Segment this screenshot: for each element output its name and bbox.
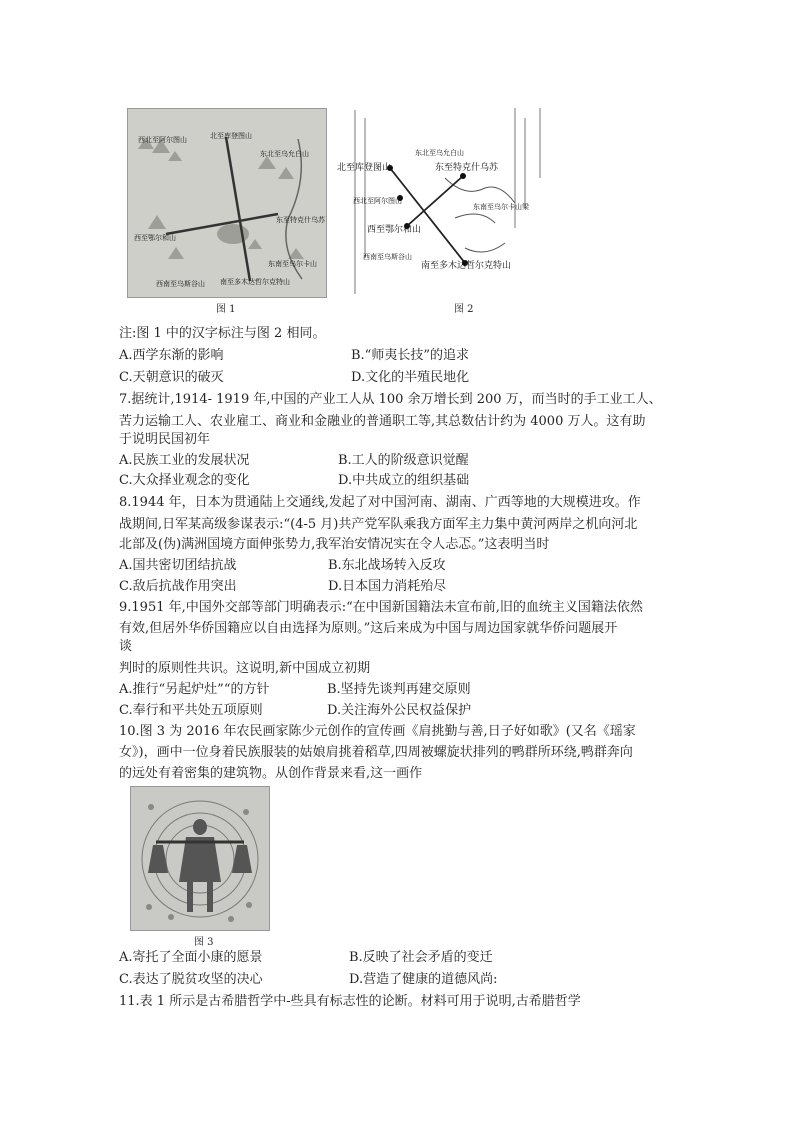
q10-option-b: B.反映了社会矛盾的变迁: [349, 950, 493, 965]
map2-label-west: 西至鄂尔和山: [367, 225, 422, 235]
map1-label-south: 南至多木达哲尔克特山: [220, 278, 290, 286]
q9-option-c: C.奉行和平共处五项原则: [119, 703, 263, 718]
q9-option-d: D.关注海外公民权益保护: [327, 703, 472, 718]
q7-line-2: 苦力运输工人、农业雇工、商业和金融业的普通职工等,其总数估计约为 4000 万人。这有助: [119, 414, 646, 429]
q10-option-a: A.寄托了全面小康的愿景: [119, 950, 263, 965]
q8-option-c: C.敌后抗战作用突出: [119, 579, 237, 594]
figure-1-map: [127, 108, 327, 298]
q6-option-d: D.文化的半殖民地化: [351, 370, 470, 385]
q10-option-c: C.表达了脱贫攻坚的决心: [119, 972, 263, 987]
map1-label-north: 北至库登图山: [210, 132, 252, 140]
map2-label-north: 北至库登图山: [337, 163, 392, 173]
figure-2-map: [335, 108, 550, 296]
q7-option-b: B.工人的阶级意识觉醒: [338, 453, 469, 468]
q8-line-3: 北部及(伪)满洲国境方面伸张势力,我军治安情况实在令人忐忑。”这表明当时: [119, 537, 550, 552]
map1-label-west: 西至鄂尔和山: [134, 234, 176, 242]
q9-line-4: 判时的原则性共识。这说明,新中国成立初期: [119, 661, 371, 676]
q8-line-1: 8.1944 年，日本为贯通陆上交通线,发起了对中国河南、湖南、广西等地的大规模进攻。作: [119, 495, 641, 510]
q6-option-c: C.天朝意识的破灭: [119, 370, 224, 385]
q9-line-3: 谈: [119, 639, 133, 654]
map1-label-southeast: 东南至乌尔卡山: [268, 260, 317, 268]
q11-line-1: 11.表 1 所示是古希腊哲学中-些具有标志性的论断。材料可用于说明,古希腊哲学: [119, 994, 581, 1009]
map2-label-east: 东至特克什乌苏: [435, 163, 499, 173]
figure-3-caption: 图 3: [194, 937, 214, 948]
q10-option-d: D.营造了健康的道德风尚:: [349, 972, 498, 987]
figure-3-drawing: [131, 787, 269, 930]
map2-label-southeast: 东南至乌尔卡山梁: [473, 203, 529, 211]
map2-label-northwest: 西北至阿尔图山: [353, 197, 402, 205]
map1-label-east: 东至特克什乌苏: [276, 216, 325, 224]
q10-line-2: 女》)，画中一位身着民族服装的姑娘肩挑着稻草,四周被螺旋状排列的鸭群所环绕,鸭群奔向: [119, 745, 633, 760]
q8-option-b: B.东北战场转入反攻: [328, 558, 446, 573]
q7-option-a: A.民族工业的发展状况: [119, 453, 250, 468]
q9-line-2: 有效,但居外华侨国籍应以自由选择为原则。”这后来成为中国与周边国家就华侨问题展开: [119, 621, 618, 636]
q7-line-3: 于说明民国初年: [119, 432, 211, 447]
map2-label-southwest: 西南至乌斯谷山: [363, 253, 412, 261]
q6-option-a: A.西学东渐的影响: [119, 348, 224, 363]
q6-note: 注:图 1 中的汉字标注与图 2 相同。: [119, 326, 326, 341]
map2-label-northeast: 东北至乌允白山: [415, 149, 464, 157]
map1-label-northeast: 东北至乌允白山: [260, 150, 309, 158]
q9-option-a: A.推行“另起炉灶”“的方针: [119, 682, 270, 697]
q7-option-c: C.大众择业观念的变化: [119, 473, 250, 488]
q8-option-a: A.国共密切团结抗战: [119, 558, 237, 573]
map2-label-south: 南至多木达哲尔克特山: [421, 261, 512, 271]
q9-line-1: 9.1951 年,中国外交部等部门明确表示:“在中国新国籍法未宣布前,旧的血统主义国籍法依然: [119, 600, 643, 615]
q6-option-b: B.“师夷长技”的追求: [351, 348, 469, 363]
figure-3-painting: [130, 786, 270, 931]
figure-1-caption: 图 1: [216, 304, 236, 315]
q10-line-3: 的远处有着密集的建筑物。从创作背景来看,这一画作: [119, 766, 423, 781]
q10-line-1: 10.图 3 为 2016 年农民画家陈少元创作的宣传画《肩挑勤与善,日子好如歌》(又名《瑶家: [119, 724, 636, 739]
q8-line-2: 战期间,日军某高级参谋表示:“(4-5 月)共产党军队乘我方面军主力集中黄河两岸之机向河北: [119, 517, 638, 532]
map1-label-southwest: 西南至乌斯谷山: [156, 280, 205, 288]
q8-option-d: D.日本国力消耗殆尽: [328, 579, 447, 594]
q7-option-d: D.中共成立的组织基础: [338, 473, 470, 488]
q7-line-1: 7.据统计,1914- 1919 年,中国的产业工人从 100 余万增长到 200 万，而当时的手工业工人、: [119, 392, 662, 407]
map1-label-northwest: 西北至阿尔图山: [138, 136, 187, 144]
q9-option-b: B.坚持先谈判再建交原则: [327, 682, 471, 697]
figure-2-caption: 图 2: [454, 304, 474, 315]
